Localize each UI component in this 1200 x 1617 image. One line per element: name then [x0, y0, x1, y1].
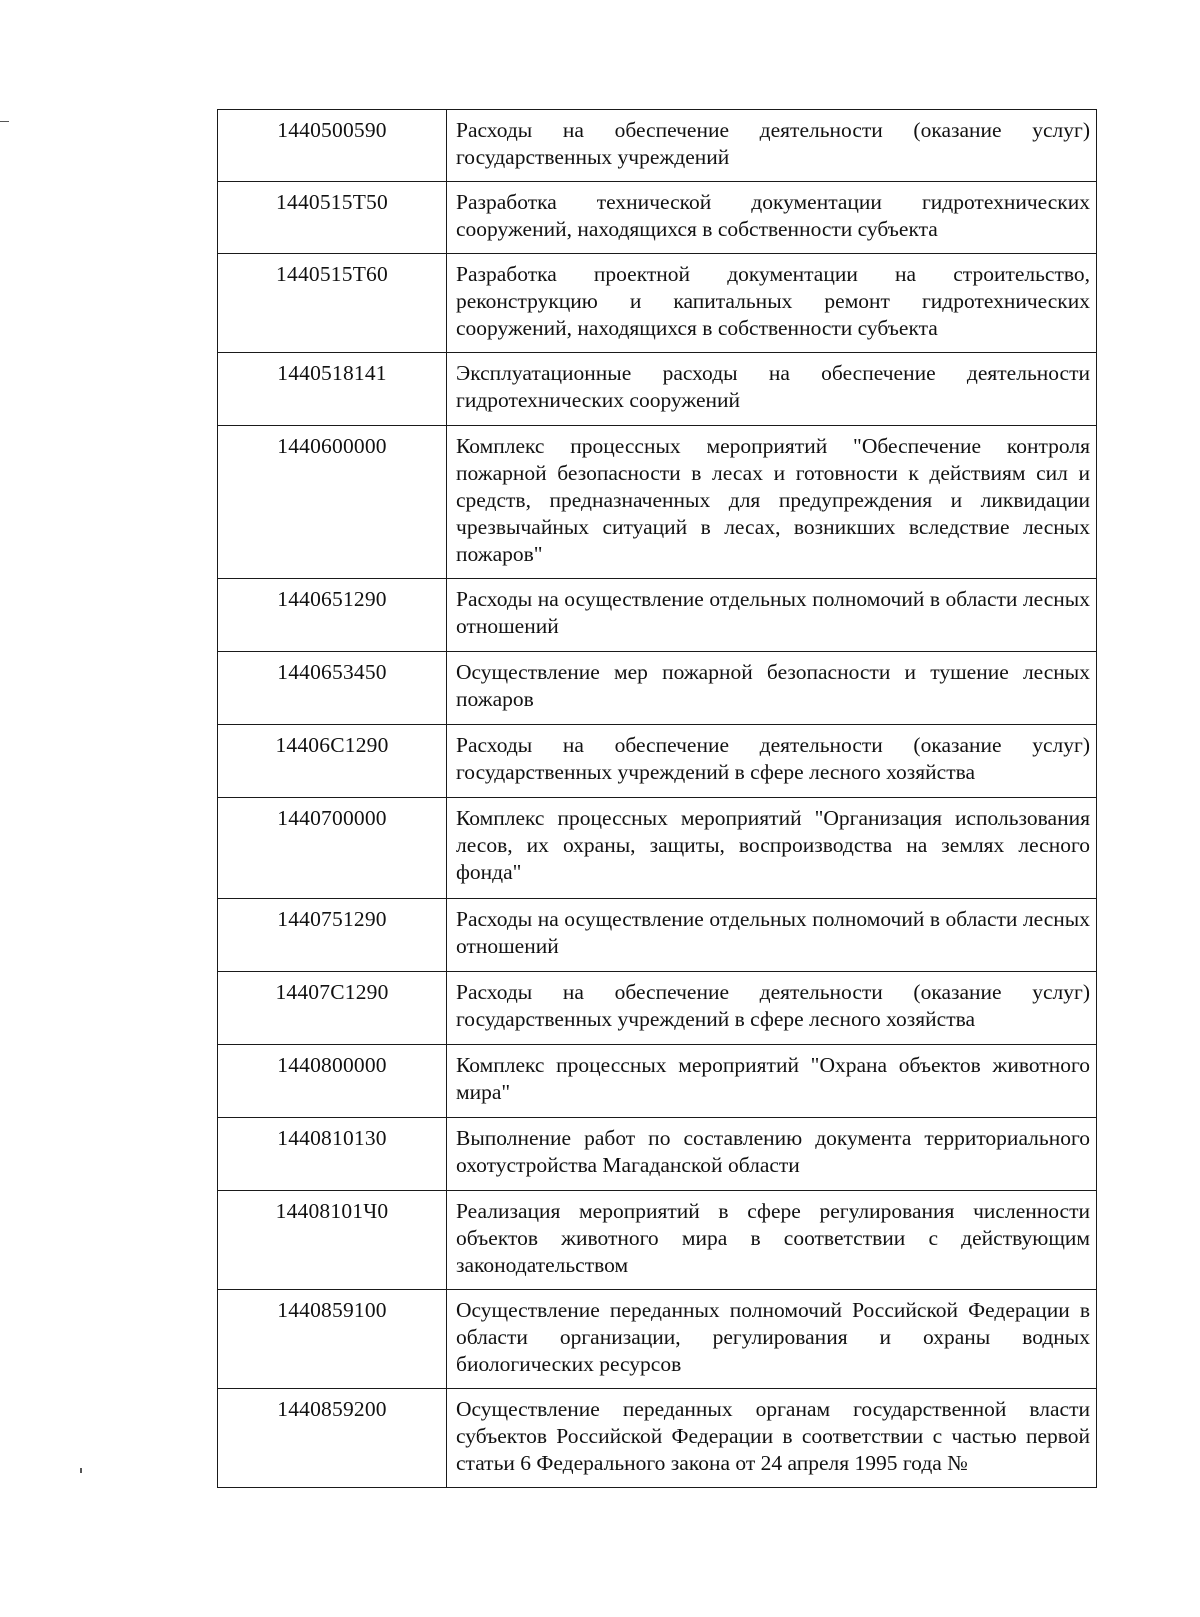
- table-row: [218, 579, 1097, 652]
- table-row: [218, 1389, 1097, 1488]
- row-code: 1440800000: [218, 1045, 447, 1118]
- row-code: 1440700000: [218, 798, 447, 899]
- row-code: 1440515Т50: [218, 182, 447, 254]
- row-code: 14406С1290: [218, 725, 447, 798]
- row-code: 1440651290: [218, 579, 447, 652]
- table-row: [218, 972, 1097, 1045]
- scan-edge-mark: [0, 121, 9, 122]
- row-code: 1440859200: [218, 1389, 447, 1488]
- table-row: [218, 1191, 1097, 1290]
- row-description: Разработка проектной документации на строительство, реконструкцию и капитальных ремонт гидротехнических сооружений, находящихся в собственности субъекта: [447, 254, 1097, 353]
- row-description: Эксплуатационные расходы на обеспечение деятельности гидротехнических сооружений: [447, 353, 1097, 426]
- row-description: Комплекс процессных мероприятий "Охрана объектов животного мира": [447, 1045, 1097, 1118]
- row-description: Комплекс процессных мероприятий "Организация использования лесов, их охраны, защиты, воспроизводства на землях лесного фонда": [447, 798, 1097, 899]
- table-row: [218, 353, 1097, 426]
- row-code: 1440500590: [218, 110, 447, 182]
- row-description: Осуществление переданных органам государственной власти субъектов Российской Федерации в соответствии с частью первой статьи 6 Федерального закона от 24 апреля 1995 года №: [447, 1389, 1097, 1488]
- table-row: [218, 182, 1097, 254]
- table-row: [218, 110, 1097, 182]
- row-description: Комплекс процессных мероприятий "Обеспечение контроля пожарной безопасности в лесах и готовности к действиям сил и средств, предназначенных для предупреждения и ликвидации чрезвычайных ситуаций в лесах, возникших вследствие лесных пожаров": [447, 426, 1097, 579]
- table-row: [218, 899, 1097, 972]
- row-code: 1440751290: [218, 899, 447, 972]
- table-row: [218, 1118, 1097, 1191]
- row-description: Осуществление переданных полномочий Российской Федерации в области организации, регулирования и охраны водных биологических ресурсов: [447, 1290, 1097, 1389]
- codes-table-wrapper: [217, 109, 1096, 1488]
- row-code: 1440600000: [218, 426, 447, 579]
- row-code: 1440859100: [218, 1290, 447, 1389]
- row-description: Разработка технической документации гидротехнических сооружений, находящихся в собственности субъекта: [447, 182, 1097, 254]
- budget-codes-table: [217, 109, 1097, 1488]
- row-code: 1440518141: [218, 353, 447, 426]
- table-row: [218, 725, 1097, 798]
- row-description: Расходы на обеспечение деятельности (оказание услуг) государственных учреждений: [447, 110, 1097, 182]
- row-description: Расходы на осуществление отдельных полномочий в области лесных отношений: [447, 579, 1097, 652]
- table-row: [218, 1045, 1097, 1118]
- table-row: [218, 254, 1097, 353]
- row-code: 14407С1290: [218, 972, 447, 1045]
- scan-speck: [80, 1468, 82, 1473]
- table-row: [218, 1290, 1097, 1389]
- row-description: Расходы на обеспечение деятельности (оказание услуг) государственных учреждений в сфере лесного хозяйства: [447, 972, 1097, 1045]
- row-description: Расходы на осуществление отдельных полномочий в области лесных отношений: [447, 899, 1097, 972]
- row-code: 1440810130: [218, 1118, 447, 1191]
- row-code: 1440653450: [218, 652, 447, 725]
- table-row: [218, 426, 1097, 579]
- row-description: Выполнение работ по составлению документа территориального охотустройства Магаданской области: [447, 1118, 1097, 1191]
- row-description: Реализация мероприятий в сфере регулирования численности объектов животного мира в соответствии с действующим законодательством: [447, 1191, 1097, 1290]
- table-row: [218, 798, 1097, 899]
- row-description: Расходы на обеспечение деятельности (оказание услуг) государственных учреждений в сфере лесного хозяйства: [447, 725, 1097, 798]
- row-code: 14408101Ч0: [218, 1191, 447, 1290]
- row-description: Осуществление мер пожарной безопасности и тушение лесных пожаров: [447, 652, 1097, 725]
- row-code: 1440515Т60: [218, 254, 447, 353]
- table-row: [218, 652, 1097, 725]
